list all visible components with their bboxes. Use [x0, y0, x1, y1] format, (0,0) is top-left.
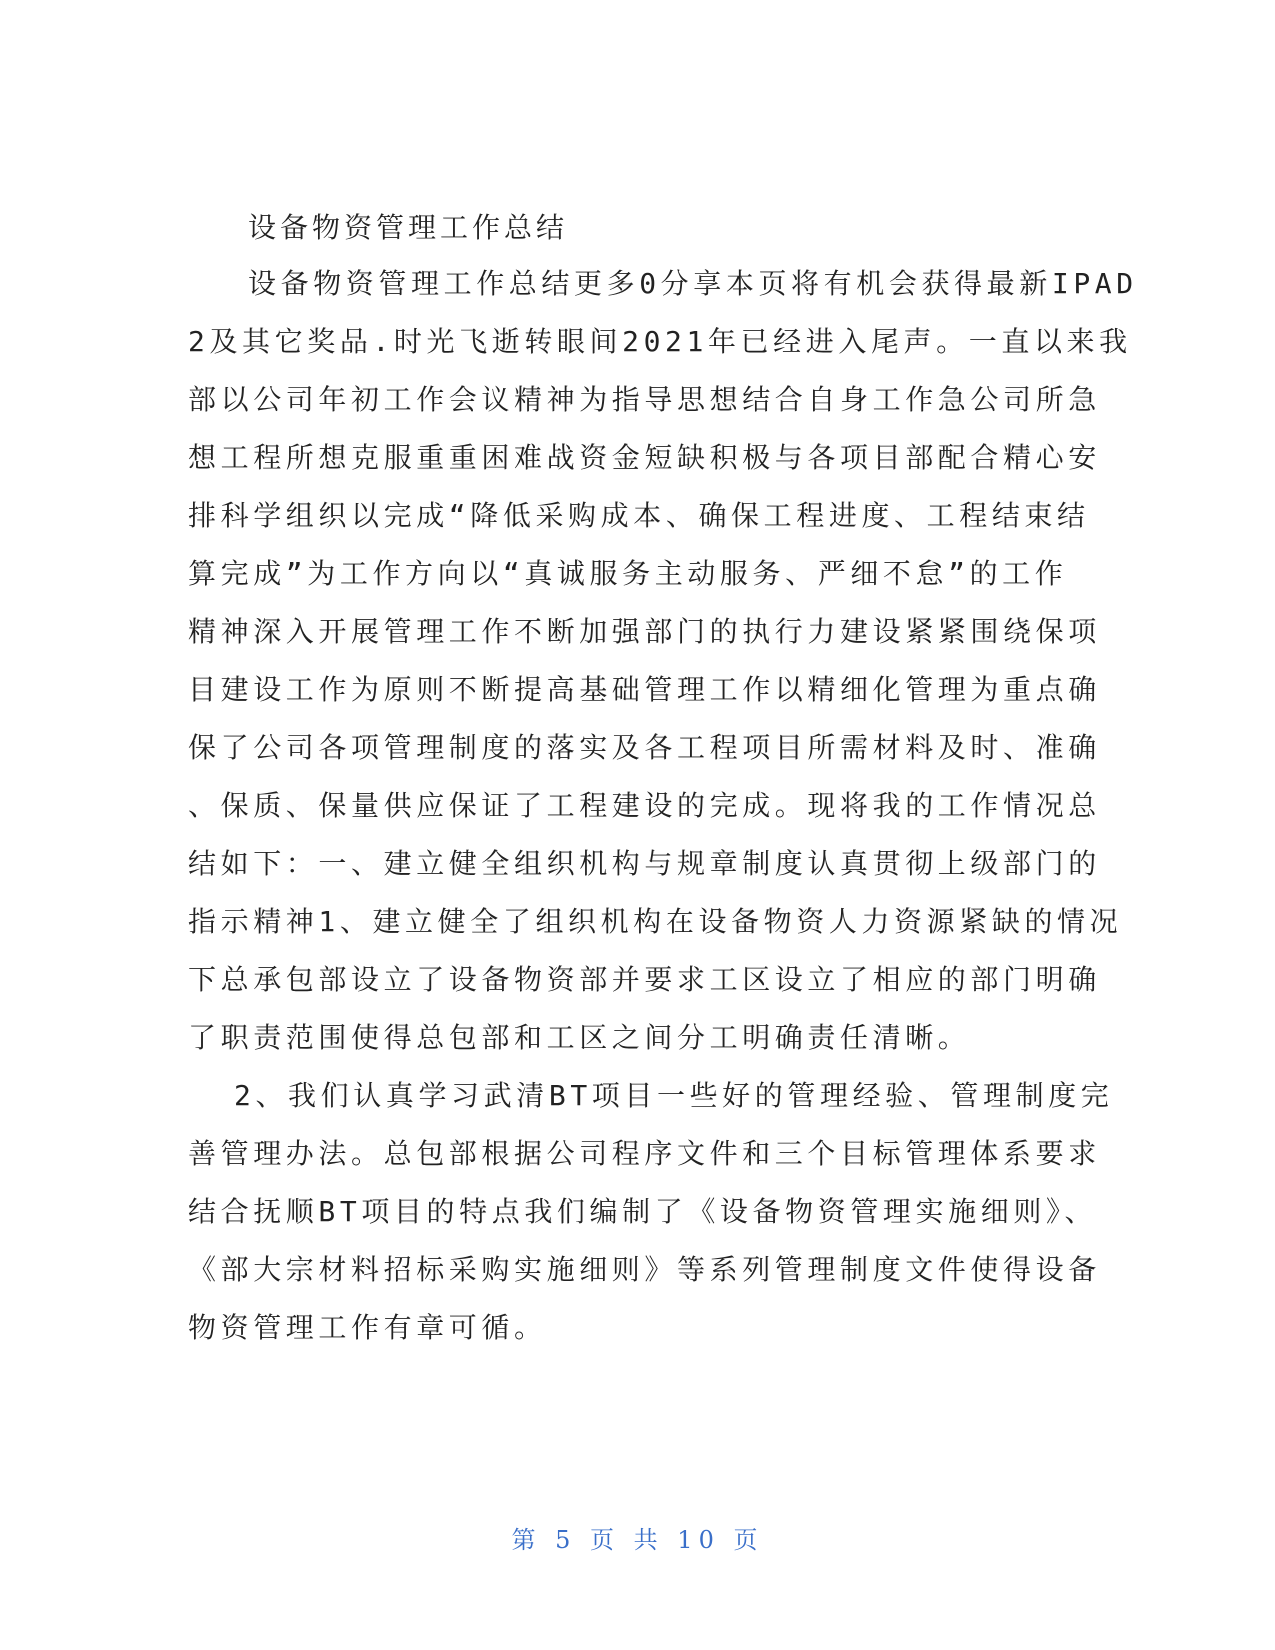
paragraph-line: 目建设工作为原则不断提高基础管理工作以精细化管理为重点确 [188, 673, 1101, 706]
paragraph-line: 设备物资管理工作总结更多0分享本页将有机会获得最新IPAD [248, 267, 1138, 300]
paragraph-line: 2、我们认真学习武清BT项目一些好的管理经验、管理制度完 [234, 1079, 1114, 1112]
page-number-footer: 第 5 页 共 10 页 [511, 1526, 764, 1554]
paragraph-line: 保了公司各项管理制度的落实及各工程项目所需材料及时、准确 [188, 731, 1101, 764]
paragraph-line: 了职责范围使得总包部和工区之间分工明确责任清晰。 [188, 1021, 971, 1054]
paragraph-line: 部以公司年初工作会议精神为指导思想结合自身工作急公司所急 [188, 383, 1101, 416]
paragraph-line: 排科学组织以完成“降低采购成本、确保工程进度、工程结束结 [188, 499, 1090, 532]
paragraph-line: 结如下：一、建立健全组织机构与规章制度认真贯彻上级部门的 [188, 847, 1101, 880]
paragraph-line: 物资管理工作有章可循。 [188, 1311, 547, 1344]
paragraph-line: 2及其它奖品.时光飞逝转眼间2021年已经进入尾声。一直以来我 [188, 325, 1132, 358]
paragraph-line: 指示精神1、建立健全了组织机构在设备物资人力资源紧缺的情况 [188, 905, 1123, 938]
paragraph-line: 想工程所想克服重重困难战资金短缺积极与各项目部配合精心安 [188, 441, 1101, 474]
paragraph-line: 精神深入开展管理工作不断加强部门的执行力建设紧紧围绕保项 [188, 615, 1101, 648]
document-title: 设备物资管理工作总结 [248, 211, 569, 244]
paragraph-line: 下总承包部设立了设备物资部并要求工区设立了相应的部门明确 [188, 963, 1101, 996]
paragraph-line: 、保质、保量供应保证了工程建设的完成。现将我的工作情况总 [188, 789, 1101, 822]
paragraph-line: 结合抚顺BT项目的特点我们编制了《设备物资管理实施细则》、 [188, 1195, 1098, 1228]
paragraph-line: 《部大宗材料招标采购实施细则》等系列管理制度文件使得设备 [188, 1253, 1101, 1286]
paragraph-line: 算完成”为工作方向以“真诚服务主动服务、严细不怠”的工作 [188, 557, 1068, 590]
paragraph-line: 善管理办法。总包部根据公司程序文件和三个目标管理体系要求 [188, 1137, 1101, 1170]
